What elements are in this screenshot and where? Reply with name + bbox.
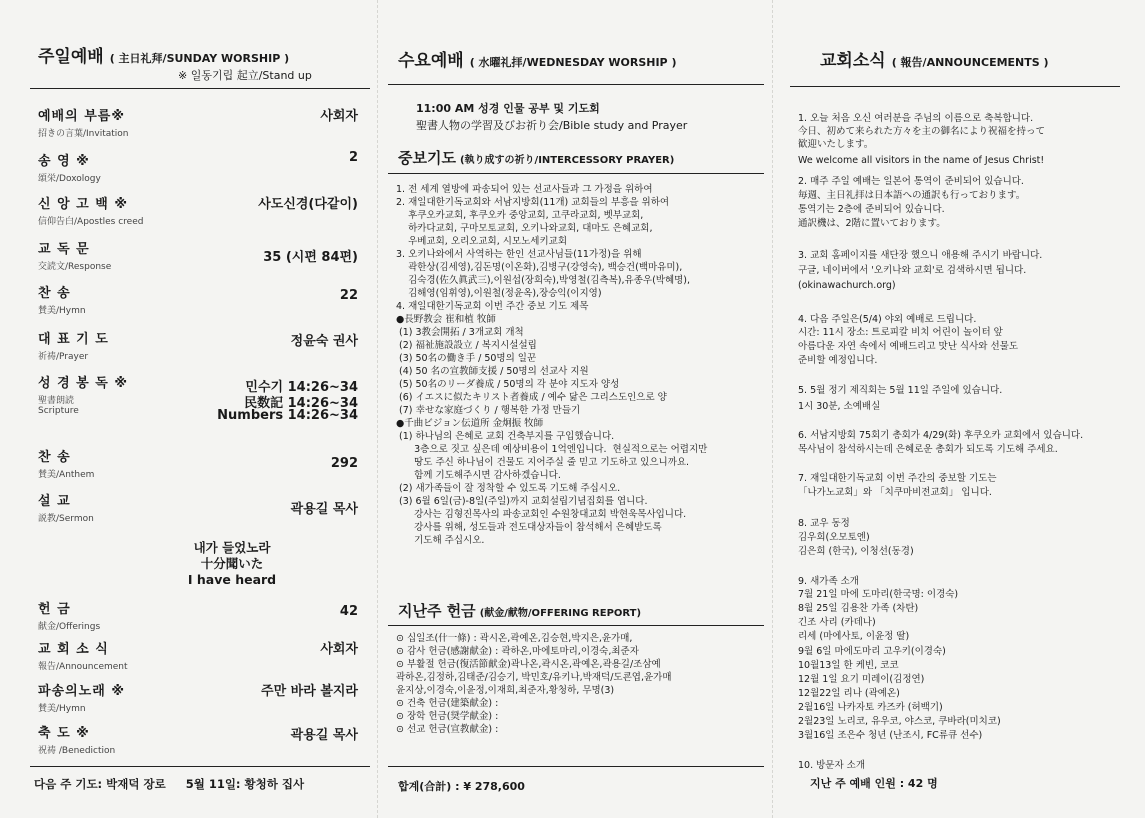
announcement-line: 긴조 사리 (카데나) xyxy=(798,617,876,628)
announcements-column xyxy=(790,0,1122,818)
offering-line: ⊙ 부활절 헌금(復活節献金)곽나온,곽시온,곽예온,곽용길/조삼예 xyxy=(396,659,661,670)
intercessory-line: (3) 50名の働き手 / 50명의 일꾼 xyxy=(396,353,537,364)
announcement-line: 「나가노교회」와 「치쿠마비전교회」 입니다. xyxy=(798,487,992,498)
announcement-line: 2월23일 노리코, 유우코, 야스코, 쿠바라(미치코) xyxy=(798,716,1001,727)
announcement-line: 3. 교회 홈페이지를 새단장 했으니 애용해 주시기 바랍니다. xyxy=(798,250,1043,261)
order-item: 대 표 기 도 祈祷/Prayer 정윤숙 권사 xyxy=(38,332,358,362)
heading-rule xyxy=(388,173,764,174)
order-item: 예배의 부름※ 招きの言葉/Invitation 사회자 xyxy=(38,109,358,139)
announcement-line: 3월16일 조은수 청년 (난조시, FC류큐 선수) xyxy=(798,730,983,741)
announcement-line: 목사님이 참석하시는데 은혜로운 총회가 되도록 기도해 주세요. xyxy=(798,444,1058,455)
offering-total: 합계(合計) : ¥ 278,600 xyxy=(398,780,525,793)
sermon-title: 내가 들었노라 十分聞いた I have heard xyxy=(187,540,277,587)
intercessory-line: 땅도 주신 하나님이 건물도 지어주실 줄 믿고 기도하고 있으니까요. xyxy=(396,457,690,468)
heading-rule xyxy=(790,86,1120,87)
intercessory-line: (2) 福祉施設設立 / 복지시설설립 xyxy=(396,340,537,351)
intercessory-line: 하카다교회, 구마모토교회, 오키나와교회, 대마도 은혜교회, xyxy=(396,223,653,234)
announcement-line: 8. 교우 동정 xyxy=(798,518,850,529)
intercessory-line: 곽한상(김세영),김돈명(이온화),김병구(강영숙), 백승건(백마유미), xyxy=(396,262,683,273)
next-week-prayer: 다음 주 기도: 박재덕 장로 5월 11일: 황청하 집사 xyxy=(34,777,305,791)
intercessory-line: 우베교회, 오리오교회, 시모노세키교회 xyxy=(396,236,567,247)
offering-heading: 지난주 헌금 (献金/献物/OFFERING REPORT) xyxy=(398,602,642,620)
intercessory-line: ●千曲ビジョン伝道所 金炯振 牧師 xyxy=(396,418,544,429)
offering-line: ⊙ 십일조(什一條) : 곽시온,곽예온,김승현,박지은,윤가매, xyxy=(396,633,633,644)
heading-rule xyxy=(30,88,370,89)
announcement-line: 리세 (마에사토, 이윤정 딸) xyxy=(798,631,910,642)
sunday-worship-heading: 주일예배 ( 主日礼拜/SUNDAY WORSHIP ) xyxy=(38,47,290,67)
announcement-line: 4. 다음 주일은(5/4) 야외 예배로 드립니다. xyxy=(798,314,977,325)
announcement-line: 歓迎いたします。 xyxy=(798,139,874,150)
announcement-line: 2. 매주 주일 예배는 일본어 통역이 준비되어 있습니다. xyxy=(798,176,1024,187)
offering-list xyxy=(396,632,672,736)
intercessory-line: (6) イエスに似たキリスト者養成 / 예수 닮은 그리스도인으로 양 xyxy=(396,392,667,403)
offering-line: ⊙ 장학 헌금(奨学献金) : xyxy=(396,711,499,722)
announcement-line: 1. 오늘 처음 오신 여러분을 주님의 이름으로 축복합니다. xyxy=(798,113,1034,124)
announcement-line: We welcome all visitors in the name of Jesus Christ! xyxy=(798,155,1045,166)
offering-line: 윤지상,이경숙,이윤정,이재희,최준자,황청하, 무명(3) xyxy=(396,685,615,696)
intercessory-line: 4. 재일대한기독교회 이번 주간 중보 기도 제목 xyxy=(396,301,589,312)
order-item: 신 앙 고 백 ※ 信仰告白/Apostles creed 사도신경(다같이) xyxy=(38,197,358,227)
intercessory-line: (3) 6월 6일(금)-8일(주일)까지 교회설립기념집회를 엽니다. xyxy=(396,496,648,507)
order-item: 교 독 문 交読文/Response 35 (시편 84편) xyxy=(38,242,358,272)
announcement-line: 9. 새가족 소개 xyxy=(798,576,859,587)
heading-rule xyxy=(388,84,764,85)
order-item: 설 교 説教/Sermon 곽용길 목사 xyxy=(38,494,358,524)
announcement-line: 6. 서남지방회 75회기 총회가 4/29(화) 후쿠오카 교회에서 있습니다. xyxy=(798,430,1084,441)
announcement-line: 10. 방문자 소개 xyxy=(798,760,866,771)
intercessory-heading: 중보기도 (執り成すの祈り/INTERCESSORY PRAYER) xyxy=(398,149,675,167)
stand-up-note: ※ 일동기립 起立/Stand up xyxy=(178,69,312,82)
announcement-line: 毎週、主日礼拝は日本語への通訳も行っております。 xyxy=(798,190,1026,201)
intercessory-line: 함께 기도해주시면 감사하겠습니다. xyxy=(396,470,561,481)
offering-line: ⊙ 감사 헌금(感謝献金) : 곽하온,마에토마리,이경숙,최준자 xyxy=(396,646,639,657)
announcement-line: 통역기는 2층에 준비되어 있습니다. xyxy=(798,204,945,215)
announcement-line: 12월 1일 요기 미레이(김정연) xyxy=(798,674,925,685)
intercessory-line: (7) 幸せな家庭づくり / 행복한 가정 만들기 xyxy=(396,405,581,416)
intercessory-line: 후쿠오카교회, 후쿠오카 중앙교회, 고쿠라교회, 벳부교회, xyxy=(396,210,644,221)
intercessory-line: 강사를 위해, 성도들과 전도대상자들이 참석해서 은혜받도록 xyxy=(396,522,662,533)
announcement-line: 시간: 11시 장소: 트로피칼 비치 어린이 놀이터 앞 xyxy=(798,327,1003,338)
intercessory-line: 김숙경(佐久眞武三),이원섭(장희숙),박영철(김측복),유종우(박혜명), xyxy=(396,275,691,286)
order-item: 파송의노래 ※ 賛美/Hymn 주만 바라 볼지라 xyxy=(38,684,358,714)
announcement-line: 5. 5월 정기 제직회는 5월 11일 주일에 있습니다. xyxy=(798,385,1003,396)
order-item: 찬 송 賛美/Hymn 22 xyxy=(38,286,358,316)
intercessory-line: 3층으로 짓고 싶은데 예상비용이 1억엔입니다. 현실적으로는 어렵지만 xyxy=(396,444,708,455)
order-item-scripture: 성 경 봉 독 ※ 聖書朗読 Scripture 민수기 14:26~34 民数記 14:26~34 Numbers 14:26~34 xyxy=(38,376,358,423)
offering-line: ⊙ 건축 헌금(建築献金) : xyxy=(396,698,499,709)
announcement-line: 10월13일 한 케빈, 코코 xyxy=(798,660,899,671)
heading-rule xyxy=(388,625,764,626)
announcement-line: 1시 30분, 소예배실 xyxy=(798,401,881,412)
fold-line xyxy=(772,0,773,818)
announcement-line: 12월22일 리나 (곽예온) xyxy=(798,688,900,699)
order-item: 헌 금 献金/Offerings 42 xyxy=(38,602,358,632)
intercessory-line: (4) 50 名の宣教師支援 / 50명의 선교사 지원 xyxy=(396,366,589,377)
intercessory-line: (1) 3教会開拓 / 3개교회 개척 xyxy=(396,327,524,338)
announcement-line: 2월16일 나카자토 카즈카 (허백기) xyxy=(798,702,943,713)
footer-rule xyxy=(30,766,370,767)
intercessory-line: 강사는 김형진목사의 파송교회인 수원창대교회 박현욱목사입니다. xyxy=(396,509,687,520)
intercessory-line: 김해영(임휘영),이원철(정윤옥),장승익(이지영) xyxy=(396,288,602,299)
attendance: 지난 주 예배 인원 : 42 명 xyxy=(810,777,938,790)
announcement-line: 7. 재일대한기독교회 이번 주간의 중보할 기도는 xyxy=(798,473,997,484)
order-item: 찬 송 賛美/Anthem 292 xyxy=(38,450,358,480)
announcement-line: 김은희 (한국), 이청선(동경) xyxy=(798,546,914,557)
announcement-line: 김우희(오모토엔) xyxy=(798,532,870,543)
announcement-line: 今日、初めて来られた方々を主の御名により祝福を持って xyxy=(798,126,1046,137)
announcement-line: (okinawachurch.org) xyxy=(798,280,896,291)
announcement-line: 구글, 네이버에서 '오키나와 교회'로 검색하시면 됩니다. xyxy=(798,265,1027,276)
footer-rule xyxy=(388,766,764,767)
announcement-line: 8월 25일 김용찬 가족 (차탄) xyxy=(798,603,919,614)
announcement-line: 9월 6일 마에도마리 고우키(이경숙) xyxy=(798,646,946,657)
intercessory-line: 3. 오키나와에서 사역하는 한인 선교사님들(11가정)을 위해 xyxy=(396,249,642,260)
order-item: 축 도 ※ 祝祷 /Benediction 곽용길 목사 xyxy=(38,726,358,756)
intercessory-line: (1) 하나님의 은혜로 교회 건축부지를 구입했습니다. xyxy=(396,431,615,442)
offering-line: 곽하온,김정하,김태준/김승기, 박민호/유키나,박재덕/도쿈엽,윤가매 xyxy=(396,672,672,683)
sunday-worship-column xyxy=(30,0,370,818)
wednesday-worship-heading: 수요예배 ( 水曜礼拝/WEDNESDAY WORSHIP ) xyxy=(398,51,677,71)
wednesday-desc: 聖書人物の学習及びお祈り会/Bible study and Prayer xyxy=(416,119,688,132)
announcement-line: 아름다운 자연 속에서 예배드리고 맛난 식사와 선물도 xyxy=(798,341,1019,352)
intercessory-line: 1. 전 세계 열방에 파송되어 있는 선교사들과 그 가정을 위하여 xyxy=(396,184,653,195)
fold-line xyxy=(377,0,378,818)
intercessory-line: 2. 재일대한기독교회와 서남지방회(11개) 교회들의 부흥을 위하여 xyxy=(396,197,670,208)
wednesday-time: 11:00 AM 성경 인물 공부 및 기도회 xyxy=(416,102,600,115)
order-item: 송 영 ※ 頌栄/Doxology 2 xyxy=(38,150,358,184)
offering-line: ⊙ 선교 헌금(宣教献金) : xyxy=(396,724,499,735)
intercessory-line: 기도해 주십시오. xyxy=(396,535,485,546)
intercessory-line: (2) 새가족들이 잘 정착할 수 있도록 기도해 주십시오. xyxy=(396,483,621,494)
announcement-line: 7월 21일 마에 도마리(한국명: 이경숙) xyxy=(798,589,959,600)
announcement-line: 通訳機は、2階に置いております。 xyxy=(798,218,946,229)
middle-column xyxy=(388,0,764,818)
intercessory-line: ●長野教会 崔和植 牧師 xyxy=(396,314,496,325)
announcement-line: 준비할 예정입니다. xyxy=(798,355,878,366)
intercessory-line: (5) 50名のリーダ養成 / 50명의 각 분야 지도자 양성 xyxy=(396,379,620,390)
order-item: 교 회 소 식 報告/Announcement 사회자 xyxy=(38,642,358,672)
intercessory-list xyxy=(396,183,707,547)
announcements-heading: 교회소식 ( 報告/ANNOUNCEMENTS ) xyxy=(820,51,1049,71)
